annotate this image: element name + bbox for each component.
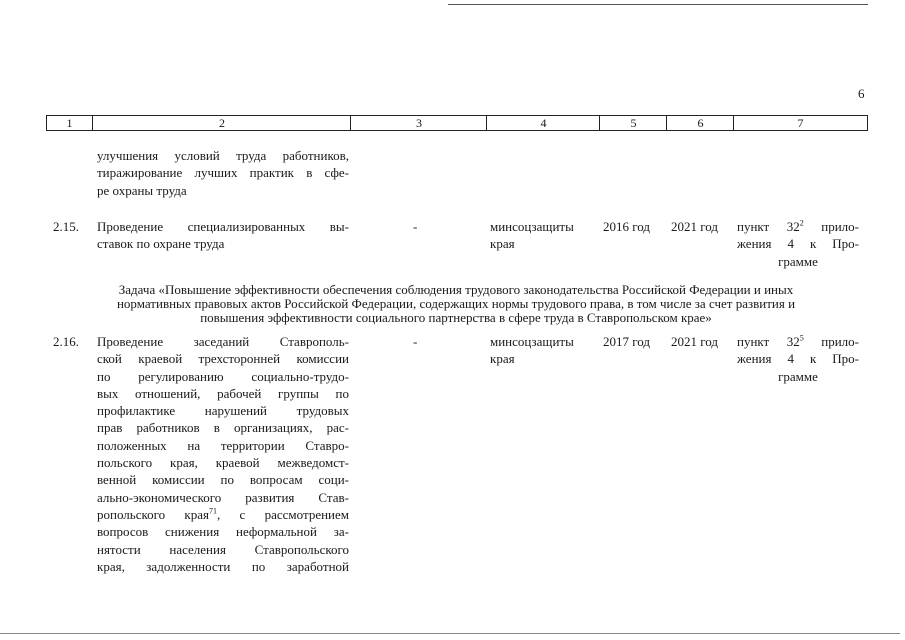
executor-line: минсоцзащиты	[490, 219, 574, 234]
task-line: нормативных правовых актов Российской Федерации, содержащих нормы трудового права, в том числе за счет развития и	[116, 295, 796, 311]
description-line: вых отношений, рабочей группы по	[97, 385, 349, 401]
description-line: польского края, краевой межведомст-	[97, 455, 349, 471]
header-col-7: 7	[733, 116, 867, 130]
description-line: по регулированию социально-трудо-	[97, 368, 349, 384]
row-executor	[490, 218, 574, 253]
footnote-superscript: 71	[209, 506, 217, 516]
continuation-line: тиражирование лучших практик в сфе-	[97, 165, 349, 181]
task-heading	[46, 283, 866, 324]
reference-text: прило-	[803, 219, 859, 234]
executor-line: края	[490, 236, 515, 252]
description-line: ской краевой трехсторонней комиссии	[97, 351, 349, 367]
description-line: венной комиссии по вопросам соци-	[97, 472, 349, 488]
row-start-year: 2017 год	[603, 334, 650, 349]
row-reference	[737, 333, 859, 385]
task-line: Задача «Повышение эффективности обеспечения соблюдения трудового законодательства Российской Федерации и иных	[118, 282, 794, 297]
header-col-6: 6	[666, 116, 734, 130]
row-number: 2.15.	[53, 219, 79, 234]
continuation-line: улучшения условий труда работников,	[97, 148, 349, 163]
row-reference	[737, 218, 859, 270]
row-description	[97, 333, 349, 575]
executor-line: края	[490, 351, 515, 367]
description-line: положенных на территории Ставро-	[97, 437, 349, 453]
reference-line: грамме	[778, 368, 818, 384]
reference-line: жения 4 к Про-	[737, 236, 859, 252]
description-text: ропольского края	[97, 506, 209, 522]
description-text: , с рассмотрением	[217, 506, 349, 522]
row-start-year: 2016 год	[603, 219, 650, 234]
row-col3: -	[413, 334, 418, 349]
header-col-1: 1	[66, 116, 73, 130]
task-line: повышения эффективности социального партнерства в сфере труда в Ставропольском крае»	[200, 309, 712, 325]
bottom-scan-line	[0, 633, 900, 634]
header-col-2: 2	[92, 116, 351, 130]
description-line: Проведение заседаний Ставрополь-	[97, 334, 349, 349]
reference-superscript: 5	[799, 333, 804, 343]
top-scan-line	[448, 4, 868, 5]
executor-line: минсоцзащиты	[490, 334, 574, 349]
header-col-3: 3	[350, 116, 487, 130]
reference-line: грамме	[778, 253, 818, 269]
reference-superscript: 2	[799, 218, 804, 228]
continuation-text	[97, 147, 349, 199]
row-description	[97, 218, 349, 253]
continuation-line: ре охраны труда	[97, 182, 187, 198]
description-line: ально-экономического развития Став-	[97, 489, 349, 505]
row-end-year: 2021 год	[671, 334, 718, 349]
header-col-5: 5	[599, 116, 667, 130]
reference-text: пункт 32	[737, 219, 800, 234]
page-number: 6	[858, 86, 865, 101]
description-line: нятости населения Ставропольского	[97, 541, 349, 557]
description-line: профилактике нарушений трудовых	[97, 403, 349, 419]
table-header-row	[46, 115, 868, 131]
description-line: вопросов снижения неформальной за-	[97, 524, 349, 540]
header-col-4: 4	[486, 116, 600, 130]
description-line: ставок по охране труда	[97, 236, 225, 252]
row-end-year: 2021 год	[671, 219, 718, 234]
description-line: прав работников в организациях, рас-	[97, 420, 349, 436]
description-line: Проведение специализированных вы-	[97, 219, 349, 234]
row-executor	[490, 333, 574, 368]
row-col3: -	[413, 219, 418, 234]
description-line: края, задолженности по заработной	[97, 558, 349, 574]
row-number: 2.16.	[53, 334, 79, 349]
reference-text: пункт 32	[737, 334, 800, 349]
reference-line: жения 4 к Про-	[737, 351, 859, 367]
reference-text: прило-	[803, 334, 859, 349]
